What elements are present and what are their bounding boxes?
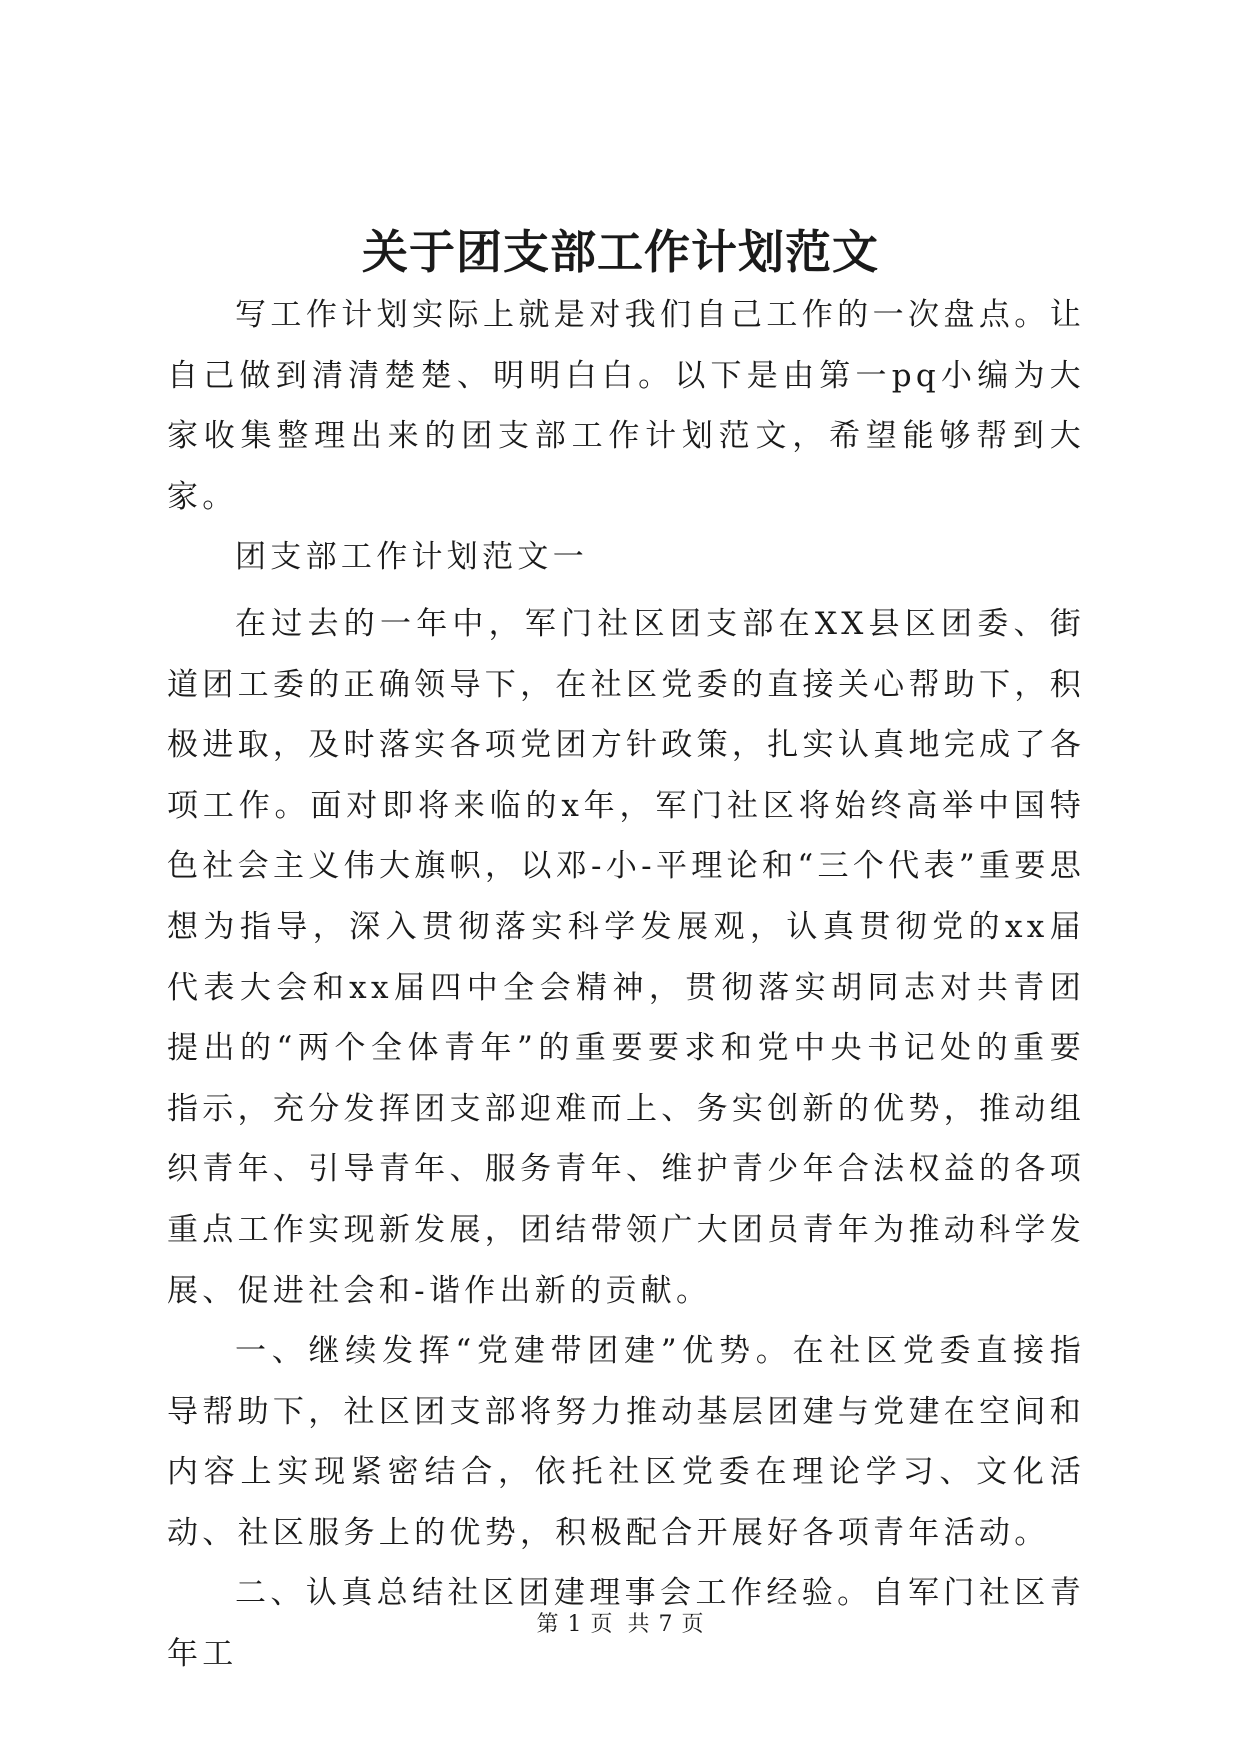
page-total: 共 7 页 [627, 1612, 705, 1637]
body-paragraph: 在过去的一年中，军门社区团支部在XX县区团委、街道团工委的正确领导下，在社区党委的直接关心帮助下，积极进取，及时落实各项党团方针政策，扎实认真地完成了各项工作。面对即将来临的x年，军门社区将始终高举中国特色社会主义伟大旗帜，以邓-小-平理论和“三个代表”重要思想为指导，深入贯彻落实科学发展观，认真贯彻党的xx届代表大会和xx届四中全会精神，贯彻落实胡同志对共青团提出的“两个全体青年”的重要要求和党中央书记处的重要指示，充分发挥团支部迎难而上、务实创新的优势，推动组织青年、引导青年、服务青年、维护青少年合法权益的各项重点工作实现新发展，团结带领广大团员青年为推动科学发展、促进社会和-谐作出新的贡献。 [167, 605, 1085, 1309]
section-heading: 团支部工作计划范文一 [235, 539, 588, 576]
document-title: 关于团支部工作计划范文 [362, 225, 879, 279]
document-body [167, 285, 1085, 1685]
page-number: 第 1 页 [536, 1612, 614, 1637]
body-paragraph: 一、继续发挥“党建带团建”优势。在社区党委直接指导帮助下，社区团支部将努力推动基层团建与党建在空间和内容上实现紧密结合，依托社区党委在理论学习、文化活动、社区服务上的优势，积极配合开展好各项青年活动。 [167, 1333, 1085, 1551]
page-footer [0, 1610, 1241, 1640]
intro-paragraph: 写工作计划实际上就是对我们自己工作的一次盘点。让自己做到清清楚楚、明明白白。以下是由第一pq小编为大家收集整理出来的团支部工作计划范文，希望能够帮到大家。 [167, 297, 1085, 515]
body-paragraph: 二、认真总结社区团建理事会工作经验。自军门社区青年工 [167, 1575, 1085, 1673]
